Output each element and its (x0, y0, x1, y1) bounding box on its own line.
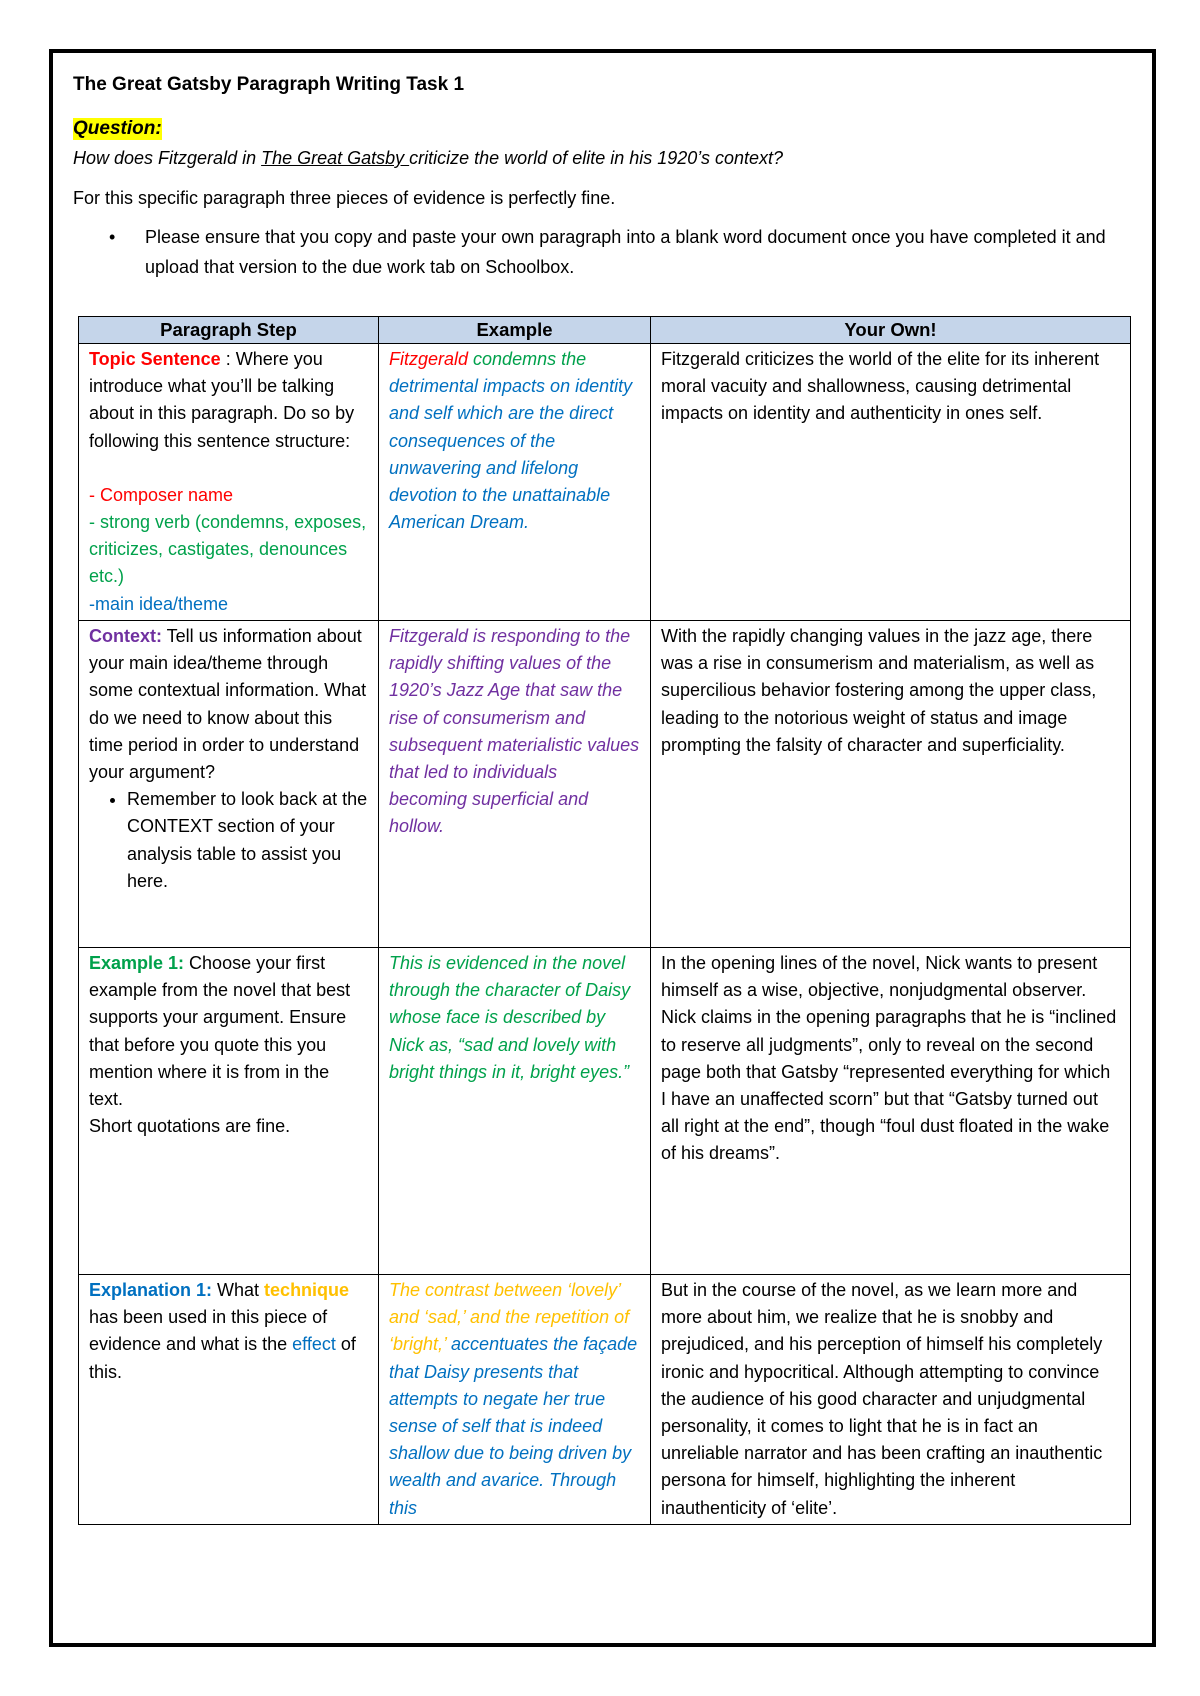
example-verb: condemns the (468, 349, 587, 369)
structure-item-composer: - Composer name (89, 484, 234, 505)
question-text-pre: How does Fitzgerald in (73, 148, 262, 168)
book-title: The Great Gatsby (261, 148, 410, 168)
table-row-example-1 (79, 948, 1131, 1275)
own-cell-context[interactable]: With the rapidly changing values in the jazz age, there was a rise in consumerism and materialism, as well as supercilious behavior fostering among the upper class, leading to the notorious weight of status and image prompting the falsity of character and superficiality. (651, 621, 1131, 948)
upload-instruction (73, 222, 1130, 282)
paragraph-table (78, 316, 1131, 1525)
header-paragraph-step: Paragraph Step (79, 317, 379, 344)
example-technique: The contrast between ‘lovely’ and ‘sad,’ and the repetition of ‘bright,’ (389, 1280, 630, 1355)
step-desc-c: of this. (89, 1334, 356, 1382)
step-cell-example-1 (79, 948, 379, 1275)
step-label-topic-sentence: Topic Sentence (89, 349, 221, 369)
table-row-topic-sentence (79, 344, 1131, 621)
step-desc-b: has been used in this piece of evidence and what is the (89, 1307, 328, 1355)
step-cell-context (79, 621, 379, 948)
step-cell-explanation-1 (79, 1275, 379, 1525)
step-desc-a: What (212, 1280, 265, 1300)
example-cell-example-1: This is evidenced in the novel through the character of Daisy whose face is described by Nick as, “sad and lovely with bright things in it, bright eyes.” (379, 948, 651, 1275)
step-label-explanation-1: Explanation 1: (89, 1280, 213, 1300)
step-cell-topic-sentence (79, 344, 379, 621)
own-cell-explanation-1[interactable]: But in the course of the novel, as we learn more and more about him, we realize that he is snobby and prejudiced, and his perception of himself his completely ironic and hypocritical. Although attempting to convince the audience of his good character and unjudgmental personality, it comes to light that he is in fact an unreliable narrator and has been crafting an inauthentic persona for himself, highlighting the inherent inauthenticity of ‘elite’. (651, 1275, 1131, 1525)
step-label-context: Context: (89, 626, 162, 646)
example-cell-context: Fitzgerald is responding to the rapidly shifting values of the 1920’s Jazz Age that saw the rise of consumerism and subsequent materialistic values that led to individuals becoming superficial and hollow. (379, 621, 651, 948)
example-effect: accentuates the façade that Daisy presents that attempts to negate her true sense of self that is indeed shallow due to being driven by wealth and avarice. Through this (389, 1334, 638, 1518)
own-cell-example-1[interactable]: In the opening lines of the novel, Nick wants to present himself as a wise, objective, nonjudgmental observer. Nick claims in the opening paragraphs that he is “inclined to reserve all judgments”, only to reveal on the second page both that Gatsby “represented everything for which I have an unaffected scorn” but that “Gatsby turned out all right at the end”, though “foul dust floated in the wake of his dreams”. (651, 948, 1131, 1275)
structure-item-verb: - strong verb (condemns, exposes, criticizes, castigates, denounces etc.) (89, 512, 367, 587)
example-composer: Fitzgerald (389, 349, 469, 369)
step-desc-example-1: Choose your first example from the novel that best supports your argument. Ensure that before you quote this you mention where it is from in the text. (89, 953, 351, 1110)
context-bullet-list (89, 786, 368, 895)
spacer (89, 455, 368, 482)
document-title: The Great Gatsby Paragraph Writing Task 1 (73, 74, 465, 95)
table-row-context (79, 621, 1131, 948)
header-example: Example (379, 317, 651, 344)
step-label-example-1: Example 1: (89, 953, 185, 973)
bullet-icon: • (109, 227, 116, 247)
table-header-row (79, 317, 1131, 344)
step-desc-example-1-note: Short quotations are fine. (89, 1116, 291, 1137)
structure-item-theme: -main idea/theme (89, 593, 229, 614)
technique-keyword: technique (264, 1280, 350, 1300)
effect-keyword: effect (292, 1334, 336, 1355)
question-label: Question: (73, 118, 162, 139)
header-your-own: Your Own! (651, 317, 1131, 344)
evidence-note: For this specific paragraph three pieces of evidence is perfectly fine. (73, 188, 616, 208)
document-header (73, 70, 1130, 282)
step-desc-context: Tell us information about your main idea/theme through some contextual information. What do we need to know about this time period in order to understand your argument? (89, 626, 367, 783)
question-text (73, 146, 1130, 170)
step-desc-topic-sentence: Where you introduce what you’ll be talking about in this paragraph. Do so by following this sentence structure: (89, 349, 355, 451)
label-separator: : (220, 349, 236, 369)
example-cell-topic-sentence (379, 344, 651, 621)
example-cell-explanation-1 (379, 1275, 651, 1525)
upload-instruction-text: Please ensure that you copy and paste your own paragraph into a blank word document once you have completed it and upload that version to the due work tab on Schoolbox. (145, 227, 1106, 277)
table-row-explanation-1 (79, 1275, 1131, 1525)
example-theme: detrimental impacts on identity and self which are the direct consequences of the unwavering and lifelong devotion to the unattainable American Dream. (389, 376, 633, 533)
context-bullet: • Remember to look back at the CONTEXT section of your analysis table to assist you here. (127, 786, 368, 895)
question-text-post: criticize the world of elite in his 1920’s context? (409, 148, 784, 168)
own-cell-topic-sentence[interactable]: Fitzgerald criticizes the world of the elite for its inherent moral vacuity and shallowness, causing detrimental impacts on identity and authenticity in ones self. (651, 344, 1131, 621)
